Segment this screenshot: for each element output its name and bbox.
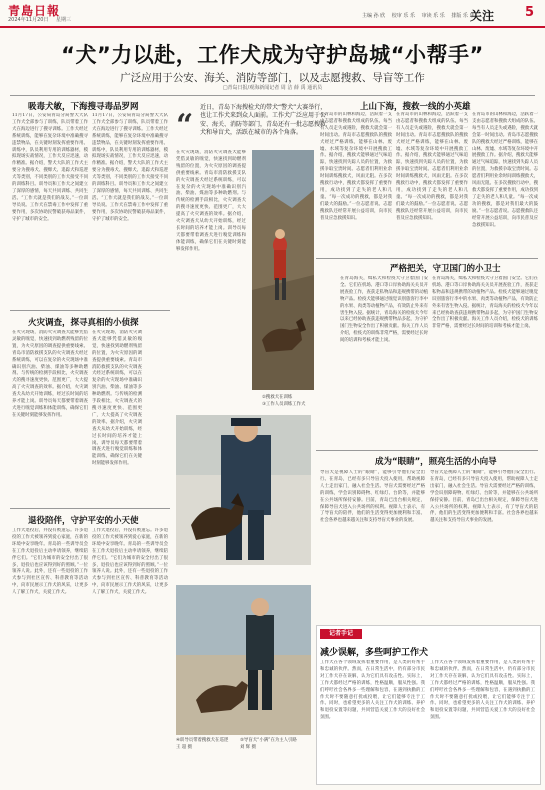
designer-credit: 审读 乐 乐 (421, 13, 445, 19)
photo-police-with-dog-svg (176, 415, 311, 565)
divider-right-1 (316, 258, 538, 259)
divider-right-2 (316, 450, 538, 451)
section-body-rescue-dog-col1: 在青岛市的山林和海边，活跃着一支由志愿者和搜救犬组成的队伍。每当有人员走失或遇险，搜救犬就会第一时间出动。青岛市志愿搜救队的搜救犬经过严格训练，能够在山林、废墟、水域等复杂环境中开展搜救工作。据介绍，搜救犬能够通过气味追踪，快速找到失踪人员的位置，为救援争取宝贵时间。志愿者们利用业余时间训练搜救犬，风雨无阻。在多次搜救行动中，搜救犬都发挥了重要作用，成功找到了走失的老人和儿童。“每一次成功的搜救，都是对我们最大的鼓励。”一位志愿者说。志愿搜救队还经常开展公益培训，向市民普及应急救援知识。 (320, 112, 392, 221)
top-divider (10, 95, 535, 96)
section-body-rescue-dog-col3: 在青岛市的山林和海边，活跃着一支由志愿者和搜救犬组成的队伍。每当有人员走失或遇险，搜救犬就会第一时间出动。青岛市志愿搜救队的搜救犬经过严格训练，能够在山林、废墟、水域等复杂环境中开展搜救工作。据介绍，搜救犬能够通过气味追踪，快速找到失踪人员的位置，为救援争取宝贵时间。志愿者们利用业余时间训练搜救犬，风雨无阻。在多次搜救行动中，搜救犬都发挥了重要作用，成功找到了走失的老人和儿童。“每一次成功的搜救，都是对我们最大的鼓励。”一位志愿者说。志愿搜救队还经常开展公益培训，向市民普及应急救援知识。 (472, 112, 538, 228)
reporter-notes-tag: 记者手记 (320, 629, 362, 639)
section-body-fire-dog-col2: 在火灾现场，消防火灾调查犬能够凭借灵敏的嗅觉，快速找到助燃剂残留的位置，为火灾原因的调查提供重要线索。青岛市消防救援支队的火灾调查犬经过系统训练，可以在复杂的火灾现场中准确识别汽油、柴油、煤油等多种助燃剂。与传统的检测手段相比，火灾调查犬的搜寻速度更快、范围更广，大大提高了火灾调查的效率。据介绍，火灾调查犬从幼犬开始训练，经过长时间的培养才能上岗。训导员每天都要带着调查犬进行嗅觉训练和体能训练，确保它们在关键时刻能够发挥作用。 (92, 330, 142, 467)
caption-1: ②搜救犬在训练 ③工作人员训练工作犬 (262, 395, 306, 407)
photo-search-dog-mountain-svg (252, 150, 314, 390)
section-body-customs-dog-col2: 在青岛海关，缉私犬和检疫犬守卫着国门安全。它们在机场、港口等口岸协助海关关员开展查验工作，查获走私物品和违规携带的动植物产品。检疫犬能够通过嗅觉识别旅客行李中的水果、肉类等动植物产品，有效防止外来有害生物入侵。据统计，青岛海关的检疫犬今年以来已经协助查获违规携带物品多起，为守护国门生物安全作出了积极贡献。海关工作人员介绍，检疫犬的训练非常严格，需要经过长时间的培训和考核才能上岗。 (432, 276, 538, 330)
section-title-drug-dog: 吸毒犬敏，下海搜寻毒品罗网 (28, 102, 139, 112)
section-body-guide-dog-col2: 导盲犬是视障人士的“眼睛”，能够引导他们安全出行。在青岛，已经有多只导盲犬投入使用，帮助视障人士走出家门，融入社会生活。导盲犬需要经过严格的训练，学会识别障碍物、红绿灯、台阶等，并能够在公共场所保持安静。目前，青岛已出台相关规定，保障导盲犬进入公共场所的权利。视障人士表示，有了导盲犬的陪伴，他们的生活变得更加便利和丰富。社会各界也越来越关注和支持导盲犬事业的发展。 (430, 470, 538, 524)
photo-spacer (320, 100, 330, 110)
typesetter-credit: 排版 乐 乐 (451, 13, 475, 19)
caption-2: ④训导员带着搜救犬在巡逻 王 超 摄 (176, 738, 229, 750)
reporter-notes-title: 减少误解，多些呵护工作犬 (320, 648, 429, 658)
issue-weekday: 星期三 (56, 17, 72, 23)
reviewer-credit: 校审 乐 乐 (391, 13, 415, 19)
quote-mark-icon: “ (176, 108, 194, 143)
photo-beach-training-svg (176, 585, 311, 735)
section-body-drug-dog-col2: 11月17日，公安局青岛分局警犬大队工作犬全部参与了训练，队员带着工作犬在海边进行了搜寻训练。工作犬经过系统训练，能够在复杂环境中准确搜寻违禁物品，在关键时刻发挥重要作用。训练中，队员利用专用的训练器材，模拟现场实战情况，工作犬反应迅速，动作精准。据介绍，警犬大队的工作犬主要分为搜毒犬、搜爆犬、追踪犬和巡逻犬等类别，不同类别的工作犬接受不同的训练科目。训导员和工作犬之间建立了深厚的感情，每天共同训练、共同生活。“工作犬就是我们的战友。”一位训导员说。工作犬在禁毒工作中发挥了重要作用，多次协助民警破获毒品案件，守护了城市的安全。 (92, 113, 168, 222)
page-number: 5 (525, 5, 535, 20)
editor-credit: 主编 孙 欣 (362, 13, 386, 19)
photo-police-with-dog (176, 415, 311, 565)
masthead (0, 0, 545, 28)
section-body-retired-dog-col1: 工作犬退役后，并没有被遗忘。许多退役的工作犬被领养到爱心家庭，在新的环境中安享晚年。青岛的一些训导员会在工作犬退役后主动申请领养，继续陪伴它们。“它们为城市的安全付出了很多，退役后也应该得到好的照顾。”一位领养人说。此外，还有一些退役的工作犬参与到社区宣传、科普教育等活动中，向市民展示工作犬的风采，让更多人了解工作犬，关爱工作犬。 (12, 528, 88, 596)
byline: □青岛日报/观海新闻记者 周 洁 薛 禹 通讯员 (222, 85, 323, 91)
photo-beach-training (176, 585, 311, 735)
divider-left-2 (10, 508, 170, 509)
photo-search-dog-mountain (252, 150, 314, 390)
lede-paragraph: 近日，青岛下海搜检犬的带犬“警犬”大赛举行，也让工作犬来到众人面前。工作犬广泛应用于公安、海关、消防等部门，青岛还有一批志愿搜救犬和导盲犬，活跃在城市的各个角落。 (200, 104, 327, 136)
reporter-notes-body-col1: 工作犬在各个领域发挥着重要作用，是人类的好帮手和忠诚的伙伴。然而，在日常生活中，仍有部分市民对工作犬存在误解，认为它们具有攻击性。实际上，工作犬都经过严格的训练，性格温顺，服从性强。我们呼吁社会各界多一些理解和包容，在遇到执勤的工作犬时不要随意打扰或投喂，让它们能够专注于工作。同时，也希望更多的人关注工作犬的训练、养护和退役安置等问题，共同营造关爱工作犬的良好社会氛围。 (320, 660, 425, 721)
reporter-notes-body-col2: 工作犬在各个领域发挥着重要作用，是人类的好帮手和忠诚的伙伴。然而，在日常生活中，仍有部分市民对工作犬存在误解，认为它们具有攻击性。实际上，工作犬都经过严格的训练，性格温顺，服从性强。我们呼吁社会各界多一些理解和包容，在遇到执勤的工作犬时不要随意打扰或投喂，让它们能够专注于工作。同时，也希望更多的人关注工作犬的训练、养护和退役安置等问题，共同营造关爱工作犬的良好社会氛围。 (430, 660, 535, 721)
section-title-fire-dog: 火灾调查，探寻真相的小侦探 (28, 318, 139, 328)
photo-small-spacer (318, 330, 338, 350)
section-body-guide-dog-col1: 导盲犬是视障人士的“眼睛”，能够引导他们安全出行。在青岛，已经有多只导盲犬投入使用，帮助视障人士走出家门，融入社会生活。导盲犬需要经过严格的训练，学会识别障碍物、红绿灯、台阶等，并能够在公共场所保持安静。目前，青岛已出台相关规定，保障导盲犬进入公共场所的权利。视障人士表示，有了导盲犬的陪伴，他们的生活变得更加便利和丰富。社会各界也越来越关注和支持导盲犬事业的发展。 (320, 470, 425, 524)
newspaper-logo: 青島日報 (8, 4, 61, 18)
section-body-customs-dog-col1: 在青岛海关，缉私犬和检疫犬守卫着国门安全。它们在机场、港口等口岸协助海关关员开展查验工作，查获走私物品和违规携带的动植物产品。检疫犬能够通过嗅觉识别旅客行李中的水果、肉类等动植物产品，有效防止外来有害生物入侵。据统计，青岛海关的检疫犬今年以来已经协助查获违规携带物品多起，为守护国门生物安全作出了积极贡献。海关工作人员介绍，检疫犬的训练非常严格，需要经过长时间的培训和考核才能上岗。 (340, 276, 428, 344)
issue-date: 2024年11月20日 (8, 17, 49, 23)
section-title-guide-dog: 成为“眼睛”，照亮生活的小向导 (375, 457, 497, 467)
section-body-drug-dog-col1: 11月17日，公安局青岛分局警犬大队工作犬全部参与了训练，队员带着工作犬在海边进行了搜寻训练。工作犬经过系统训练，能够在复杂环境中准确搜寻违禁物品，在关键时刻发挥重要作用。训练中，队员利用专用的训练器材，模拟现场实战情况，工作犬反应迅速，动作精准。据介绍，警犬大队的工作犬主要分为搜毒犬、搜爆犬、追踪犬和巡逻犬等类别，不同类别的工作犬接受不同的训练科目。训导员和工作犬之间建立了深厚的感情，每天共同训练、共同生活。“工作犬就是我们的战友。”一位训导员说。工作犬在禁毒工作中发挥了重要作用，多次协助民警破获毒品案件，守护了城市的安全。 (12, 113, 88, 222)
dateline (8, 16, 77, 23)
section-body-fire-dog-col1: 在火灾现场，消防火灾调查犬能够凭借灵敏的嗅觉，快速找到助燃剂残留的位置，为火灾原因的调查提供重要线索。青岛市消防救援支队的火灾调查犬经过系统训练，可以在复杂的火灾现场中准确识别汽油、柴油、煤油等多种助燃剂。与传统的检测手段相比，火灾调查犬的搜寻速度更快、范围更广，大大提高了火灾调查的效率。据介绍，火灾调查犬从幼犬开始训练，经过长时间的培养才能上岗。训导员每天都要带着调查犬进行嗅觉训练和体能训练，确保它们在关键时刻能够发挥作用。 (12, 330, 88, 418)
page-headline: “犬”力以赴，工作犬成为守护岛城“小帮手” (61, 43, 484, 67)
section-name: 关注 (470, 9, 495, 23)
section-title-rescue-dog: 上山下海，搜救一线的小英雄 (360, 102, 471, 112)
caption-3: ⑤导盲犬“小满”在为主人引路 刘 辉 摄 (240, 738, 297, 750)
section-title-customs-dog: 严格把关，守卫国门的小卫士 (390, 264, 501, 274)
center-body-text: 在火灾现场，消防火灾调查犬能够凭借灵敏的嗅觉，快速找到助燃剂残留的位置，为火灾原因的调查提供重要线索。青岛市消防救援支队的火灾调查犬经过系统训练，可以在复杂的火灾现场中准确识别汽油、柴油、煤油等多种助燃剂。与传统的检测手段相比，火灾调查犬的搜寻速度更快、范围更广，大大提高了火灾调查的效率。据介绍，火灾调查犬从幼犬开始训练，经过长时间的培养才能上岗。训导员每天都要带着调查犬进行嗅觉训练和体能训练，确保它们在关键时刻能够发挥作用。 (176, 150, 246, 252)
section-body-rescue-dog-col2: 在青岛市的山林和海边，活跃着一支由志愿者和搜救犬组成的队伍。每当有人员走失或遇险，搜救犬就会第一时间出动。青岛市志愿搜救队的搜救犬经过严格训练，能够在山林、废墟、水域等复杂环境中开展搜救工作。据介绍，搜救犬能够通过气味追踪，快速找到失踪人员的位置，为救援争取宝贵时间。志愿者们利用业余时间训练搜救犬，风雨无阻。在多次搜救行动中，搜救犬都发挥了重要作用，成功找到了走失的老人和儿童。“每一次成功的搜救，都是对我们最大的鼓励。”一位志愿者说。志愿搜救队还经常开展公益培训，向市民普及应急救援知识。 (396, 112, 468, 221)
section-title-retired-dog: 退役陪伴，守护平安的小天使 (28, 516, 139, 526)
page-subhead: 广泛应用于公安、海关、消防等部门，以及志愿搜救、导盲等工作 (120, 72, 425, 84)
section-body-retired-dog-col2: 工作犬退役后，并没有被遗忘。许多退役的工作犬被领养到爱心家庭，在新的环境中安享晚年。青岛的一些训导员会在工作犬退役后主动申请领养，继续陪伴它们。“它们为城市的安全付出了很多，退役后也应该得到好的照顾。”一位领养人说。此外，还有一些退役的工作犬参与到社区宣传、科普教育等活动中，向市民展示工作犬的风采，让更多人了解工作犬，关爱工作犬。 (92, 528, 168, 596)
staff-credits (362, 12, 480, 19)
divider-left-1 (10, 310, 170, 311)
